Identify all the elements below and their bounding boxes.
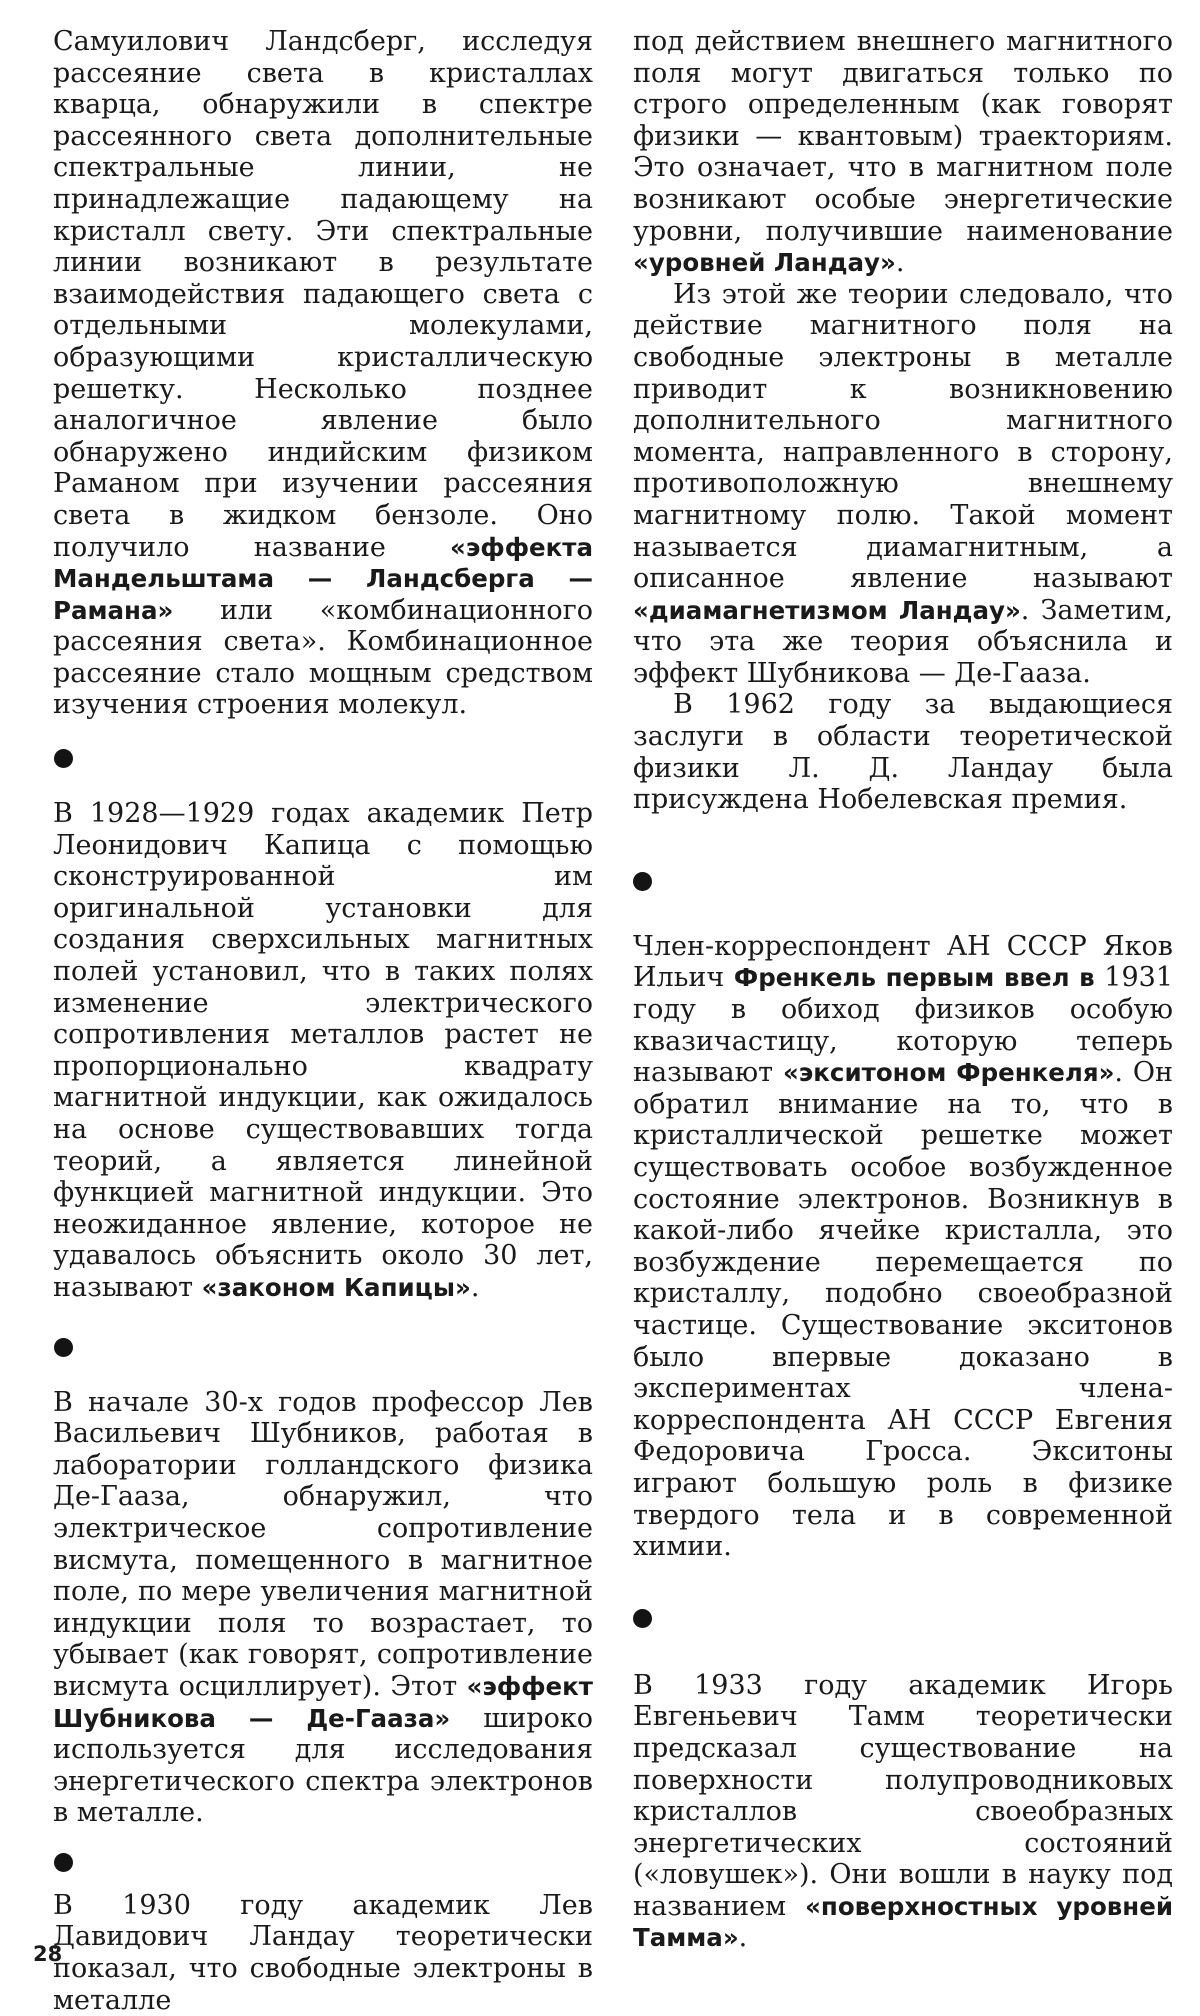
term-tamm-levels: «поверхностных уровней Тамма» <box>633 1891 1174 1953</box>
term-landau-diamagnetism: «диамагнетизмом Ландау» <box>633 595 1021 625</box>
term-frenkel-name: Френкель первым ввел в <box>733 963 1095 993</box>
paragraph-shubnikov-de-haas: В начале 30-х годов профессор Лев Васильевич Шубников, работая в лаборатории голландского физика Де-Гааза, обнаружил, что электрическое сопротивление висмута, помещенного в магнитное поле, по мере увеличения магнитной индукции поля то возрастает, то убывает (как говорят, сопротивление висмута осциллирует). Этот «эффект Шубникова — Де-Гааза» широко используется для исследования энергетического спектра электронов в металле. <box>53 1386 593 1829</box>
paragraph-landau-intro: В 1930 году академик Лев Давидович Ландау теоретически показал, что свободные электроны в металле <box>53 1889 593 2016</box>
paragraph-landau-diamagnetism: Из этой же теории следовало, что действие магнитного поля на свободные электроны в металле приводит к возникновению дополнительного магнитного момента, направленного в сторону, противоположную внешнему магнитному полю. Такой момент называется диамагнитным, а описанное явление называют «диамагнетизмом Ландау». Заметим, что эта же теория объяснила и эффект Шубникова — Де-Гааза. <box>633 278 1173 689</box>
paragraph-landau-levels: под действием внешнего магнитного поля могут двигаться только по строго определенным (как говорят физики — квантовым) траекториям. Это означает, что в магнитном поле возникают особые энергетические уровни, получившие наименование «уровней Ландау». <box>633 26 1173 279</box>
term-shubnikov-de-haas: «эффект Шубникова — Де-Гааза» <box>53 1671 593 1733</box>
right-column <box>633 26 1173 1954</box>
term-frenkel-exciton: «экситоном Френкеля» <box>782 1058 1115 1088</box>
term-raman-effect: «эффекта Мандельштама — Ландсберга — Рамана» <box>53 532 593 625</box>
bullet-icon <box>54 1853 73 1872</box>
paragraph-nobel-prize: В 1962 году за выдающиеся заслуги в области теоретической физики Л. Д. Ландау была присуждена Нобелевская премия. <box>633 689 1173 816</box>
paragraph-raman-effect: Самуилович Ландсберг, исследуя рассеяние света в кристаллах кварца, обнаружили в спектре рассеянного света дополнительные спектральные линии, не принадлежащие падающему на кристалл свету. Эти спектральные линии возникают в результате взаимодействия падающего света с отдельными молекулами, образующими кристаллическую решетку. Несколько позднее аналогичное явление было обнаружено индийским физиком Раманом при изучении рассеяния света в жидком бензоле. Оно получило название «эффекта Мандельштама — Ландсберга — Рамана» или «комбинационного рассеяния света». Комбинационное рассеяние стало мощным средством изучения строения молекул. <box>53 26 593 721</box>
paragraph-tamm-levels: В 1933 году академик Игорь Евгеньевич Тамм теоретически предсказал существование на поверхности полупроводниковых кристаллов своеобразных энергетических состояний («ловушек»). Они вошли в науку под названием «поверхностных уровней Тамма». <box>633 1669 1174 1954</box>
bullet-icon <box>54 749 73 768</box>
paragraph-frenkel-exciton: Член-корреспондент АН СССР Яков Ильич Френкель первым ввел в 1931 году в обиход физиков особую квазичастицу, которую теперь называют «экситоном Френкеля». Он обратил внимание на то, что в кристаллической решетке может существовать особое возбужденное состояние электронов. Возникнув в какой-либо ячейке кристалла, это возбуждение перемещается по кристаллу, подобно своеобразной частице. Существование экситонов было впервые доказано в экспериментах члена-корреспондента АН СССР Евгения Федоровича Гросса. Экситоны играют большую роль в физике твердого тела и в современной химии. <box>633 930 1174 1563</box>
term-landau-levels: «уровней Ландау» <box>633 248 896 278</box>
page-number: 28 <box>33 1942 63 1966</box>
bullet-icon <box>54 1338 73 1357</box>
term-kapitsa-law: «законом Капицы» <box>201 1272 471 1302</box>
bullet-icon <box>633 872 652 891</box>
paragraph-kapitsa-law: В 1928—1929 годах академик Петр Леонидович Капица с помощью сконструированной им оригинальной установки для создания сверхсильных магнитных полей установил, что в таких полях изменение электрического сопротивления металлов растет не пропорционально квадрату магнитной индукции, как ожидалось на основе существовавших тогда теорий, а является линейной функцией магнитной индукции. Это неожиданное явление, которое не удавалось объяснить около 30 лет, называют «законом Капицы». <box>53 798 593 1303</box>
bullet-icon <box>633 1609 652 1628</box>
left-column <box>53 26 593 2016</box>
